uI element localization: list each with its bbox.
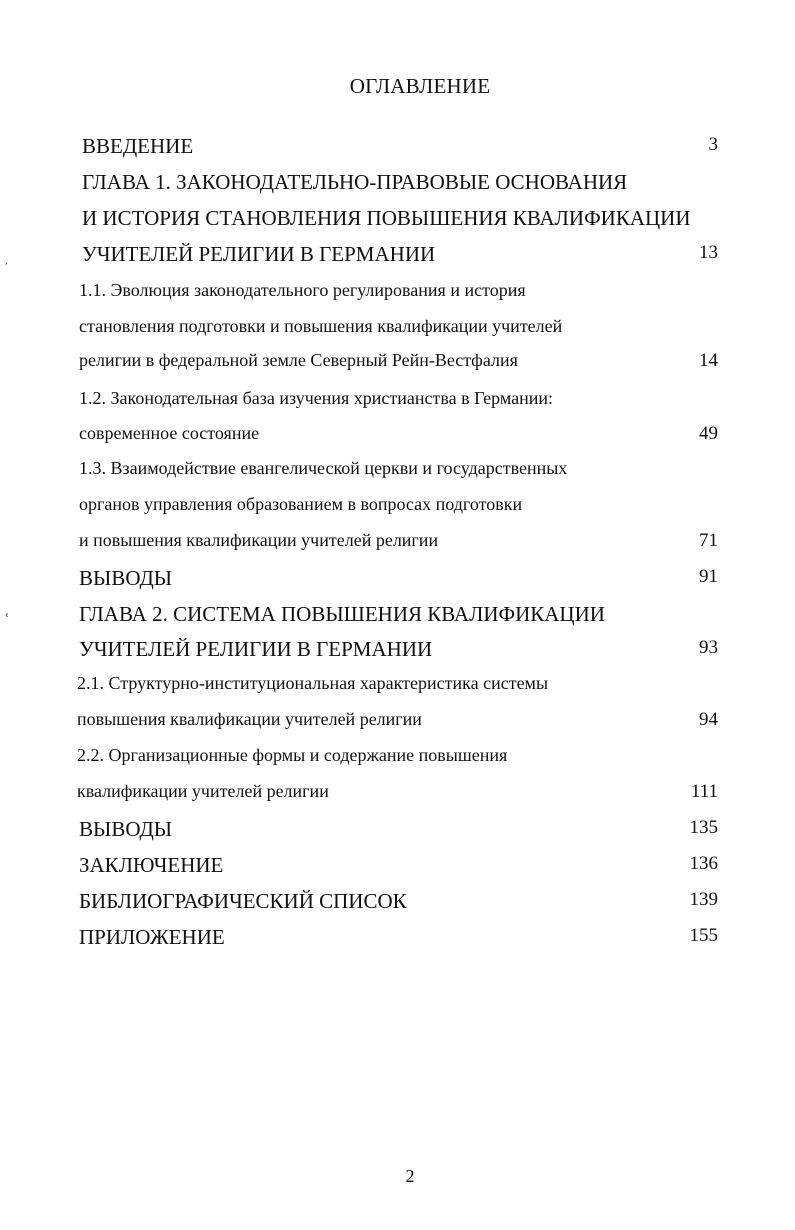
toc-subsection-line: современное состояние [79, 423, 260, 443]
toc-page-number: 91 [699, 566, 718, 587]
toc-page-number: 71 [699, 530, 718, 551]
toc-page-number: 93 [699, 637, 718, 658]
toc-heading-line: ВВЕДЕНИЕ [82, 134, 194, 158]
toc-page-number: 49 [699, 423, 718, 444]
toc-heading-line: И ИСТОРИЯ СТАНОВЛЕНИЯ ПОВЫШЕНИЯ КВАЛИФИКАЦИИ [82, 206, 691, 230]
toc-page-number: 135 [689, 817, 718, 838]
page-number: 2 [405, 1166, 415, 1186]
scan-mark-icon: ʻ [5, 262, 8, 272]
page-title: ОГЛАВЛЕНИЕ [349, 74, 491, 98]
toc-page-number: 13 [699, 242, 718, 263]
toc-page-number: 136 [689, 853, 718, 874]
toc-subsection-line: органов управления образованием в вопросах подготовки [79, 494, 523, 514]
toc-subsection-line: 2.2. Организационные формы и содержание повышения [77, 745, 508, 765]
scan-mark-icon: ʿ [5, 612, 10, 628]
toc-heading-line: ГЛАВА 1. ЗАКОНОДАТЕЛЬНО-ПРАВОВЫЕ ОСНОВАНИЯ [82, 170, 628, 194]
toc-subsection-line: повышения квалификации учителей религии [77, 709, 422, 729]
toc-subsection-line: становления подготовки и повышения квалификации учителей [79, 316, 563, 336]
toc-page-number: 3 [708, 134, 718, 155]
toc-page-number: 94 [699, 709, 718, 730]
toc-subsection-line: квалификации учителей религии [77, 781, 329, 801]
toc-heading-line: БИБЛИОГРАФИЧЕСКИЙ СПИСОК [79, 889, 407, 913]
toc-heading-line: УЧИТЕЛЕЙ РЕЛИГИИ В ГЕРМАНИИ [79, 637, 433, 661]
toc-subsection-line: 2.1. Структурно-институциональная характеристика системы [77, 673, 549, 693]
toc-page-number: 111 [690, 781, 718, 802]
toc-heading-line: ПРИЛОЖЕНИЕ [79, 925, 225, 949]
toc-page-number: 139 [689, 889, 718, 910]
toc-heading-line: ВЫВОДЫ [79, 817, 173, 841]
toc-heading-line: ВЫВОДЫ [79, 566, 173, 590]
toc-subsection-line: и повышения квалификации учителей религии [79, 530, 439, 550]
toc-page-number: 14 [699, 350, 718, 371]
toc-subsection-line: 1.1. Эволюция законодательного регулирования и история [79, 280, 526, 300]
toc-heading-line: ГЛАВА 2. СИСТЕМА ПОВЫШЕНИЯ КВАЛИФИКАЦИИ [79, 602, 605, 626]
toc-subsection-line: 1.3. Взаимодействие евангелической церкви и государственных [79, 458, 568, 478]
toc-heading-line: УЧИТЕЛЕЙ РЕЛИГИИ В ГЕРМАНИИ [82, 242, 436, 266]
toc-subsection-line: 1.2. Законодательная база изучения христианства в Германии: [79, 388, 554, 408]
toc-heading-line: ЗАКЛЮЧЕНИЕ [79, 853, 224, 877]
toc-subsection-line: религии в федеральной земле Северный Рейн-Вестфалия [79, 350, 518, 370]
toc-page-number: 155 [689, 925, 718, 946]
